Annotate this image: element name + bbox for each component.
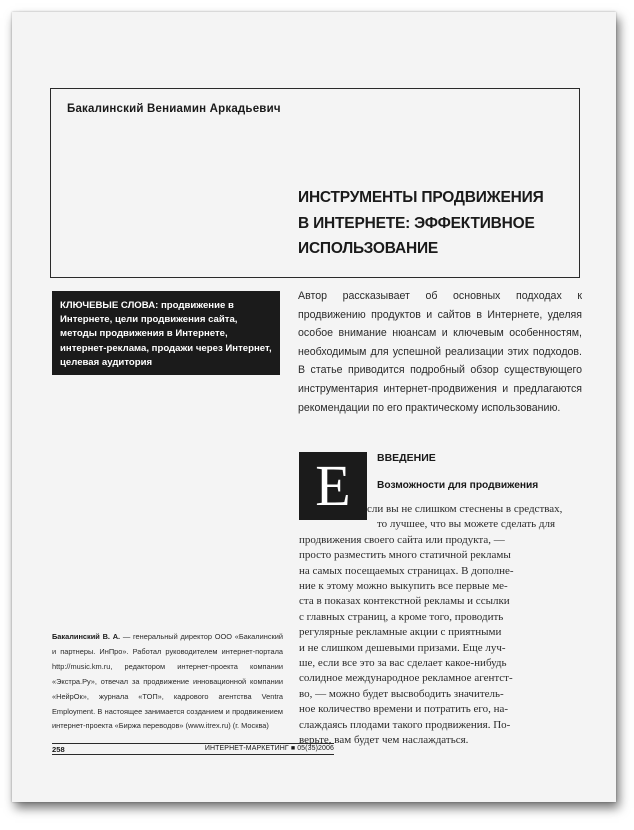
- body-text: [299, 502, 583, 749]
- bio-text: — генеральный директор ООО «Бакалинский и партнеры. ИнПро». Работал руководителем интернет-портала http://music.km.ru, редактором интернет-проекта компании «Экстра.Ру», отвечал за продвижение инновационной компании «НейрОк», журнала «ТОП», кадрового агентства Ventra Employment. В настоящее занимается созданием и продвижением интернет-проекта «Биржа переводов» (www.itrex.ru) (г. Москва): [52, 632, 283, 731]
- body-line: и не слишком дешевыми призами. Еще луч-: [299, 641, 506, 654]
- body-line: ста в показах контекстной рекламы и ссылки: [299, 595, 510, 608]
- body-line: во, — можно будет высвободить значитель-: [299, 687, 504, 700]
- page-footer: [52, 743, 334, 755]
- drop-cap: Е: [299, 452, 367, 520]
- page-number: 258: [52, 745, 65, 754]
- title-line: ИНСТРУМЕНТЫ ПРОДВИЖЕНИЯ: [298, 189, 544, 206]
- title-line: ИСПОЛЬЗОВАНИЕ: [298, 240, 439, 257]
- article-title: [298, 185, 568, 262]
- keywords-text: продвижение в Интернете, цели продвижения сайта, методы продвижения в Интернете, интернет-реклама, продажи через Интернет, целевая аудитория: [60, 300, 272, 368]
- title-line: В ИНТЕРНЕТЕ: ЭФФЕКТИВНОЕ: [298, 214, 535, 232]
- body-line: верьте, вам будет чем наслаждаться.: [299, 734, 469, 747]
- body-line: с главных страниц, а кроме того, проводить: [299, 610, 504, 623]
- author-name: Бакалинский Вениамин Аркадьевич: [67, 103, 281, 115]
- subsection-heading: Возможности для продвижения: [377, 480, 539, 491]
- section-heading: ВВЕДЕНИЕ: [377, 452, 436, 464]
- body-line: продвижения своего сайта или продукта, —: [299, 533, 505, 546]
- body-line: ше, если все это за вас сделает какое-нибудь: [299, 657, 507, 670]
- body-line: ное количество времени и потратить его, на-: [299, 703, 509, 716]
- body-line: то лучшее, что вы можете сделать для: [377, 518, 556, 531]
- keywords-label: КЛЮЧЕВЫЕ СЛОВА:: [60, 300, 159, 311]
- body-line: ние к этому можно выкупить все первые ме-: [299, 580, 508, 593]
- body-line: на самых посещаемых страницах. В дополне-: [299, 564, 514, 577]
- body-line: сли вы не слишком стеснены в средствах,: [367, 503, 563, 515]
- article-header: [50, 88, 580, 278]
- bio-name: Бакалинский В. А.: [52, 632, 121, 641]
- journal-issue: ИНТЕРНЕТ-МАРКЕТИНГ ■ 05(35)2006: [204, 745, 334, 752]
- author-bio: [52, 630, 283, 734]
- body-line: солидное международное рекламное агентст-: [299, 672, 513, 685]
- body-line: слаждаясь плодами такого продвижения. По-: [299, 718, 511, 731]
- keywords-box: [52, 291, 280, 375]
- body-line: регулярные рекламные акции с приятными: [299, 626, 502, 639]
- journal-page: [12, 12, 616, 802]
- abstract: Автор рассказывает об основных подходах к продвижению продуктов и сайтов в Интернете, уделяя особое внимание нюансам и ключевым особенностям, необходимым для успешной реализации этих подходов. В статье приводится подробный обзор существующего инструментария интернет-продвижения и предлагаются рекомендации по его практическому использованию.: [298, 290, 582, 414]
- body-line: просто разместить много статичной рекламы: [299, 549, 511, 562]
